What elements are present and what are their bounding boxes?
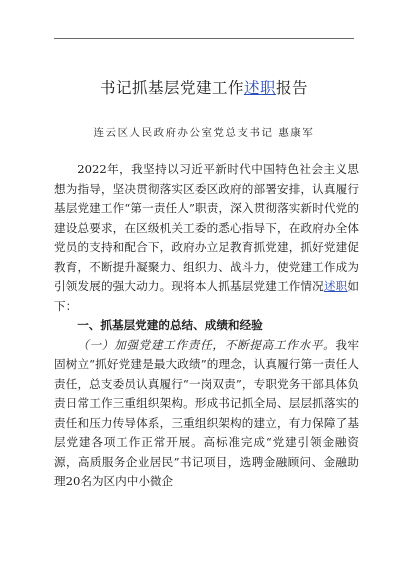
intro-tail: 如下： [54, 279, 359, 313]
subsection-lead: （一）加强党建工作责任，不断提高工作水平。 [77, 337, 336, 352]
header-rule [54, 38, 354, 39]
section-heading: 一、抓基层党建的总结、成绩和经验 [77, 318, 263, 332]
body-paragraph [54, 336, 359, 492]
document-body [54, 160, 359, 492]
title-text-suffix: 报告 [276, 79, 309, 97]
title-text-prefix: 书记抓基层党建工作 [99, 79, 244, 97]
intro-link-shuzhi[interactable]: 述职 [323, 279, 348, 293]
title-link-shuzhi[interactable]: 述职 [243, 79, 276, 97]
body-text: 我牢固树立“抓好党建是最大政绩”的理念，认真履行第一责任人责任，总支委员认真履行“一岗双责”，专职党务干部具体负责日常工作三重组织架构。形成书记抓全局、层层抓落实的责任和压力传导体系，三重组织架构的建立，有力保障了基层党建各项工作正常开展。高标准完成“党建引领金融资源，高质服务企业居民”书记项目，选聘金融顾问、金融助理20名为区内中小微企 [54, 337, 359, 488]
intro-text: 2022年，我坚持以习近平新时代中国特色社会主义思想为指导，坚决贯彻落实区委区政府的部署安排，认真履行基层党建工作“第一责任人”职责，深入贯彻落实新时代党的建设总要求，在区级机关工委的悉心指导下，在政府办全体党员的支持和配合下，政府办立足教育抓党建，抓好党建促教育，不断提升凝聚力、组织力、战斗力，使党建工作成为引领发展的强大动力。现将本人抓基层党建工作情况 [54, 162, 359, 293]
intro-paragraph [54, 160, 359, 316]
document-byline: 连云区人民政府办公室党总支书记 惠康军 [93, 127, 315, 139]
document-title [0, 76, 408, 98]
